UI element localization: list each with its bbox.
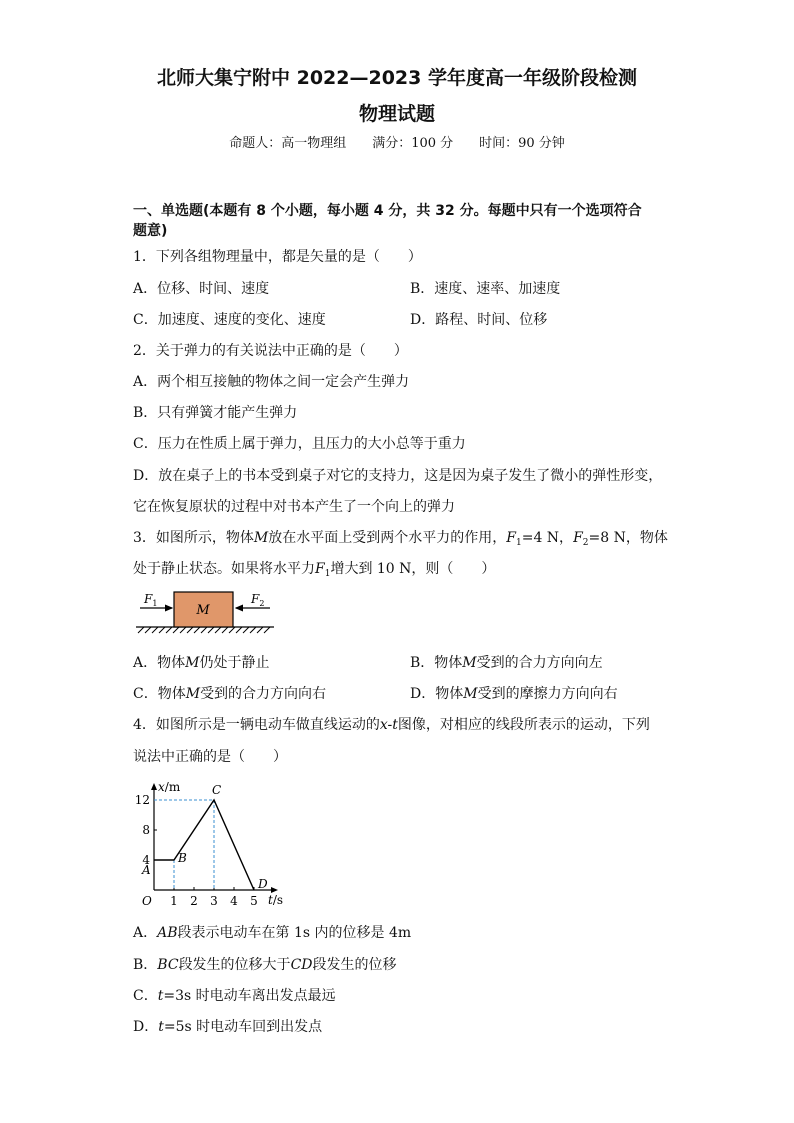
q4-stem: 4．如图所示是一辆电动车做直线运动的x-t图像，对相应的线段所表示的运动，下列 <box>133 717 650 733</box>
q2-option-d-cont: 它在恢复原状的过程中对书本产生了一个向上的弹力 <box>133 499 455 515</box>
y-tick-label: 4 <box>142 853 150 867</box>
point-label-c: C <box>212 783 222 797</box>
q1-option-c: C．加速度、速度的变化、速度 <box>133 312 326 328</box>
q4-stem-cont: 说法中正确的是（ ） <box>133 749 287 765</box>
x-tick-label: 3 <box>210 894 218 908</box>
force-f1-label: $F_1$ <box>144 592 158 608</box>
subject-title: 物理试题 <box>358 103 435 125</box>
q3-option-b: B．物体M受到的合力方向向左 <box>410 655 603 671</box>
q4-option-d: D．t=5s 时电动车回到出发点 <box>133 1019 323 1035</box>
q3-figure <box>130 588 280 638</box>
point-label-b: B <box>178 851 187 865</box>
q4-option-a: A．AB段表示电动车在第 1s 内的位移是 4m <box>133 925 412 941</box>
q2-option-c: C．压力在性质上属于弹力，且压力的大小总等于重力 <box>133 436 466 452</box>
q1-option-a: A．位移、时间、速度 <box>133 281 270 297</box>
section-heading: 一、单选题(本题有 8 个小题，每小题 4 分，共 32 分。每题中只有一个选项符合 <box>133 203 642 219</box>
block-m-label: M <box>196 603 210 618</box>
x-axis-label: t/s <box>268 893 284 907</box>
q3-option-d: D．物体M受到的摩擦力方向向右 <box>410 686 618 702</box>
q2-option-d: D．放在桌子上的书本受到桌子对它的支持力，这是因为桌子发生了微小的弹性形变， <box>133 468 663 484</box>
origin-label: O <box>142 894 152 908</box>
point-label-a: A <box>142 863 151 877</box>
y-axis-label: x/m <box>158 780 181 794</box>
q1-stem: 1．下列各组物理量中，都是矢量的是（ ） <box>133 249 422 265</box>
q2-option-a: A．两个相互接触的物体之间一定会产生弹力 <box>133 374 410 390</box>
q2-option-b: B．只有弹簧才能产生弹力 <box>133 405 298 421</box>
exam-meta: 命题人：高一物理组 满分：100 分 时间：90 分钟 <box>229 136 565 151</box>
q1-option-b: B．速度、速率、加速度 <box>410 281 561 297</box>
x-tick-label: 1 <box>170 894 178 908</box>
y-tick-label: 12 <box>134 793 150 807</box>
section-heading-cont: 题意) <box>133 223 168 239</box>
x-tick-label: 5 <box>250 894 258 908</box>
q3-stem-cont: 处于静止状态。如果将水平力$F_1$增大到 10 N，则（ ） <box>133 561 496 579</box>
point-label-d: D <box>258 877 268 891</box>
xt-series-line <box>154 800 254 890</box>
q4-option-b: B．BC段发生的位移大于CD段发生的位移 <box>133 957 397 973</box>
q1-option-d: D．路程、时间、位移 <box>410 312 548 328</box>
y-tick-label: 8 <box>142 823 150 837</box>
force-f2-label: $F_2$ <box>251 592 265 608</box>
q3-option-a: A．物体M仍处于静止 <box>133 655 270 671</box>
x-tick-label: 4 <box>230 894 238 908</box>
exam-title: 北师大集宁附中 2022—2023 学年度高一年级阶段检测 <box>157 67 637 89</box>
x-tick-label: 2 <box>190 894 198 908</box>
xt-graph <box>130 772 290 912</box>
q3-stem: 3．如图所示，物体M放在水平面上受到两个水平力的作用，$F_1=4$ N，$F_2=8$ N，物体 <box>133 530 668 548</box>
y-axis-arrow <box>151 783 157 790</box>
q3-option-c: C．物体M受到的合力方向向右 <box>133 686 327 702</box>
q4-option-c: C．t=3s 时电动车离出发点最远 <box>133 988 336 1004</box>
ground-hatching <box>138 627 270 633</box>
q2-stem: 2．关于弹力的有关说法中正确的是（ ） <box>133 343 408 359</box>
